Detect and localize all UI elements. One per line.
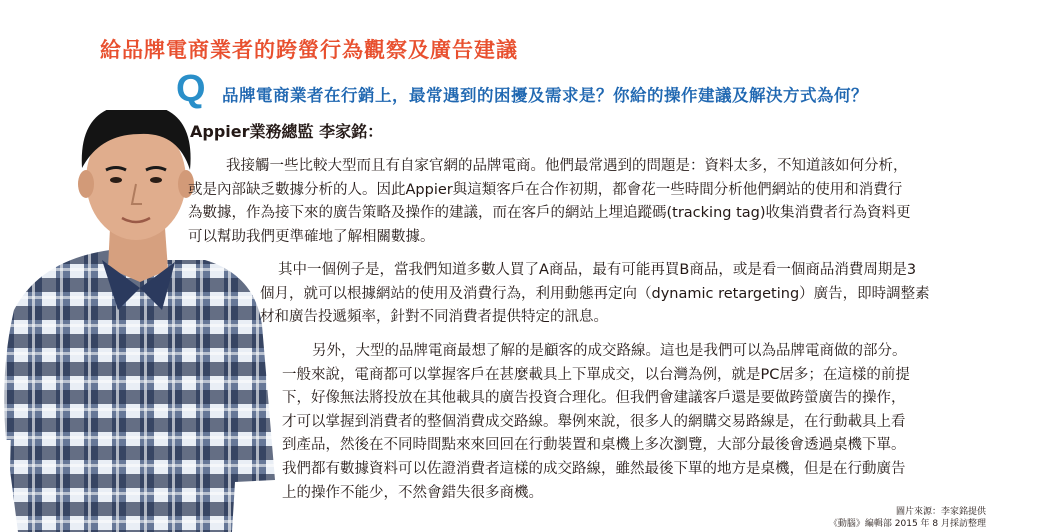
- question-letter: Q: [176, 68, 206, 110]
- page-title: 給品牌電商業者的跨螢行為觀察及廣告建議: [100, 38, 518, 62]
- paragraph-line: 一般來說，電商都可以掌握客戶在甚麼載具上下單成交，以台灣為例，就是PC居多；在這樣的前提: [282, 366, 910, 383]
- paragraph-line: 我們都有數據資料可以佐證消費者這樣的成交路線，雖然最後下單的地方是桌機，但是在行動廣告: [282, 460, 906, 477]
- paragraph-line: 個月，就可以根據網站的使用及消費行為，利用動態再定向（dynamic retargeting）廣告，即時調整素: [260, 285, 930, 302]
- paragraph-3: [282, 340, 986, 505]
- paragraph-line: 或是內部缺乏數據分析的人。因此Appier與這類客戶在合作初期，都會花一些時間分析他們網站的使用和消費行: [188, 181, 903, 198]
- speaker-name: Appier業務總監 李家銘：: [190, 122, 384, 141]
- photo-credit: 圖片來源：李家銘提供: [895, 507, 986, 517]
- paragraph-line: 到產品，然後在不同時間點來來回回在行動裝置和桌機上多次瀏覽，大部分最後會透過桌機下單。: [282, 437, 906, 454]
- paragraph-line: 另外，大型的品牌電商最想了解的是顧客的成交路線。這也是我們可以為品牌電商做的部分。: [312, 343, 907, 359]
- paragraph-line: 才可以掌握到消費者的整個消費成交路線。舉例來說，很多人的網購交易路線是，在行動載具上看: [282, 413, 906, 430]
- paragraph-line: 下，好像無法將投放在其他載具的廣告投資合理化。但我們會建議客戶還是要做跨螢廣告的操作，: [282, 390, 906, 407]
- paragraph-line: 可以幫助我們更準確地了解相關數據。: [188, 228, 435, 245]
- paragraph-line: 其中一個例子是，當我們知道多數人買了A商品，最有可能再買B商品，或是看一個商品消費周期是3: [278, 262, 917, 278]
- editorial-credit: 《動腦》編輯部 2015 年 8 月採訪整理: [828, 519, 986, 529]
- paragraph-2: [260, 259, 986, 330]
- paragraph-line: 為數據，作為接下來的廣告策略及操作的建議，而在客戶的網站上埋追蹤碼(tracking tag)收集消費者行為資料更: [188, 205, 911, 222]
- question-text: 品牌電商業者在行銷上，最常遇到的困擾及需求是？你給的操作建議及解決方式為何？: [222, 86, 868, 105]
- paragraph-line: 材和廣告投遞頻率，針對不同消費者提供特定的訊息。: [260, 309, 608, 326]
- paragraph-1: [188, 155, 986, 249]
- paragraph-line: 我接觸一些比較大型而且有自家官網的品牌電商。他們最常遇到的問題是：資料太多，不知道該如何分析，: [226, 158, 908, 174]
- paragraph-line: 上的操作不能少，不然會錯失很多商機。: [282, 484, 543, 501]
